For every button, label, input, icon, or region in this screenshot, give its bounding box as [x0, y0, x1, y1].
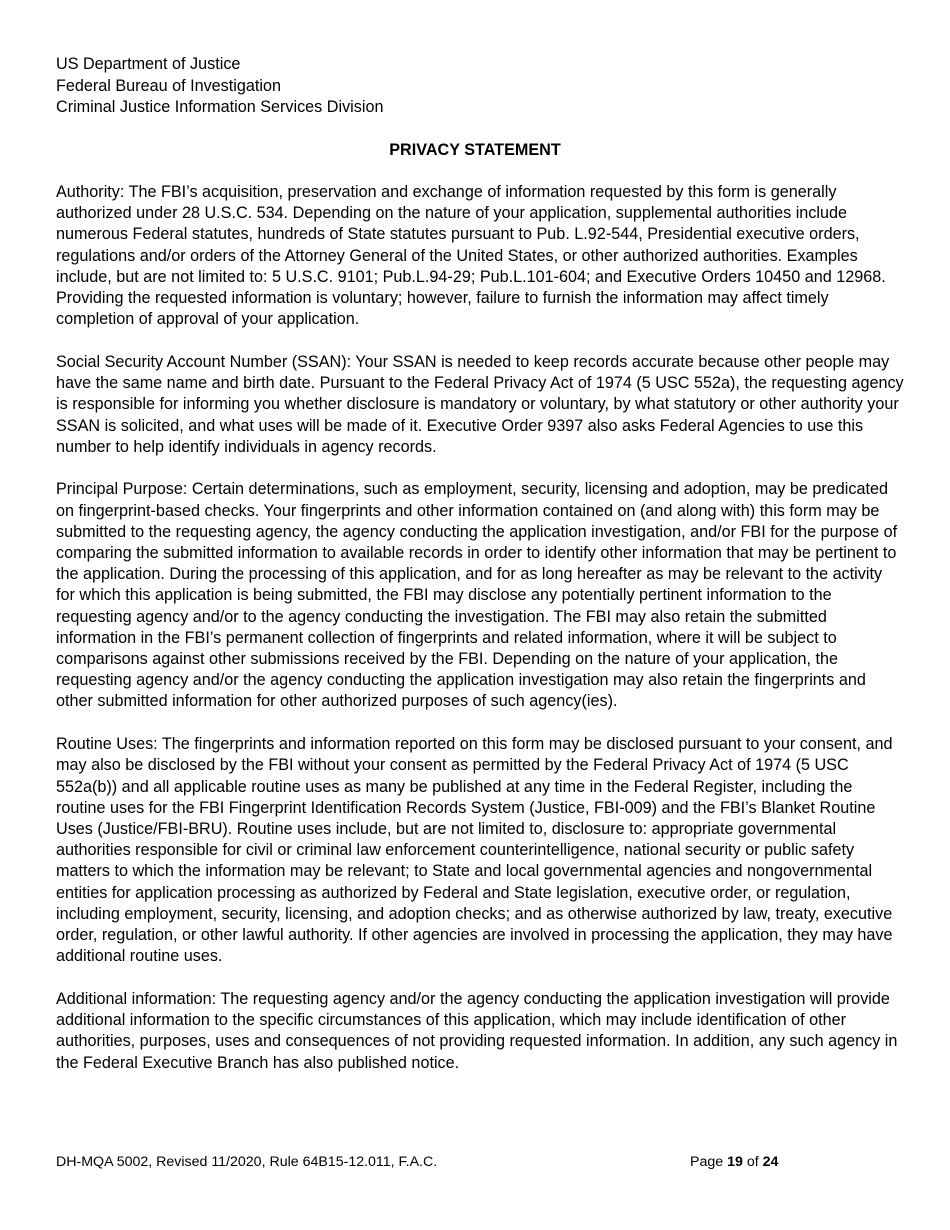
form-identifier: DH-MQA 5002, Revised 11/2020, Rule 64B15-12.011, F.A.C.: [56, 1154, 438, 1170]
agency-division: Criminal Justice Information Services Division: [56, 98, 384, 116]
paragraph-ssan: Social Security Account Number (SSAN): Your SSAN is needed to keep records accurate because other people may have the same name and birth date. Pursuant to the Federal Privacy Act of 1974 (5 USC 552a), the requesting agency is responsible for informing you whether disclosure is mandatory or voluntary, by what statutory or other authority your SSAN is solicited, and what uses will be made of it. Executive Order 9397 also asks Federal Agencies to use this number to help identify individuals in agency records.: [56, 352, 904, 456]
paragraph-additional-information: Additional information: The requesting agency and/or the agency conducting the application investigation will provide additional information to the specific circumstances of this application, which may include identification of other authorities, purposes, uses and consequences of not providing requested information. In addition, any such agency in the Federal Executive Branch has also published notice.: [56, 989, 898, 1072]
page-number: [690, 1152, 778, 1172]
agency-bureau: Federal Bureau of Investigation: [56, 76, 281, 95]
paragraph-authority: Authority: The FBI’s acquisition, preservation and exchange of information requested by this form is generally authorized under 28 U.S.C. 534. Depending on the nature of your application, supplemental authorities include numerous Federal statutes, hundreds of State statutes pursuant to Pub. L.92-544, Presidential executive orders, regulations and/or orders of the Attorney General of the United States, or other authorized authorities. Examples include, but are not limited to: 5 U.S.C. 9101; Pub.L.94-29; Pub.L.101-604; and Executive Orders 10450 and 12968. Providing the requested information is voluntary; however, failure to furnish the information may affect timely completion of approval of your application.: [56, 183, 886, 329]
page-of-label: of: [746, 1154, 759, 1170]
paragraph-principal-purpose: Principal Purpose: Certain determinations, such as employment, security, licensing and adoption, may be predicated on fingerprint-based checks. Your fingerprints and other information contained on (and along with) this form may be submitted to the requesting agency, the agency conducting the application investigation, and/or FBI for the purpose of comparing the submitted information to available records in order to identify other information that may be pertinent to the application. During the processing of this application, and for as long hereafter as may be relevant to the activity for which this application is being submitted, the FBI may disclose any potentially pertinent information to the requesting agency and/or to the agency conducting the investigation. The FBI may also retain the submitted information in the FBI’s permanent collection of fingerprints and related information, where it will be subject to comparisons against other submissions received by the FBI. Depending on the nature of your application, the requesting agency and/or the agency conducting the application investigation may also retain the fingerprints and other submitted information for other authorized purposes of such agency(ies).: [56, 480, 898, 711]
agency-header: [56, 54, 383, 119]
paragraph-routine-uses: Routine Uses: The fingerprints and information reported on this form may be disclosed pursuant to your consent, and may also be disclosed by the FBI without your consent as permitted by the Federal Privacy Act of 1974 (5 USC 552a(b)) and all applicable routine uses as many be published at any time in the Federal Register, including the routine uses for the FBI Fingerprint Identification Records System (Justice, FBI-009) and the FBI’s Blanket Routine Uses (Justice/FBI-BRU). Routine uses include, but are not limited to, disclosure to: appropriate governmental authorities responsible for civil or criminal law enforcement counterintelligence, national security or public safety matters to which the information may be relevant; to State and local governmental agencies and nongovernmental entities for application processing as authorized by Federal and State legislation, executive order, or regulation, including employment, security, licensing, and adoption checks; and as otherwise authorized by law, treaty, executive order, regulation, or other lawful authority. If other agencies are involved in processing the application, they may have additional routine uses.: [56, 735, 893, 966]
page-label: Page: [690, 1154, 724, 1170]
page-total: 24: [762, 1154, 779, 1170]
document-body: [56, 182, 904, 1095]
page-current: 19: [727, 1154, 743, 1170]
agency-department: US Department of Justice: [56, 55, 241, 73]
page-title: PRIVACY STATEMENT: [389, 141, 561, 159]
